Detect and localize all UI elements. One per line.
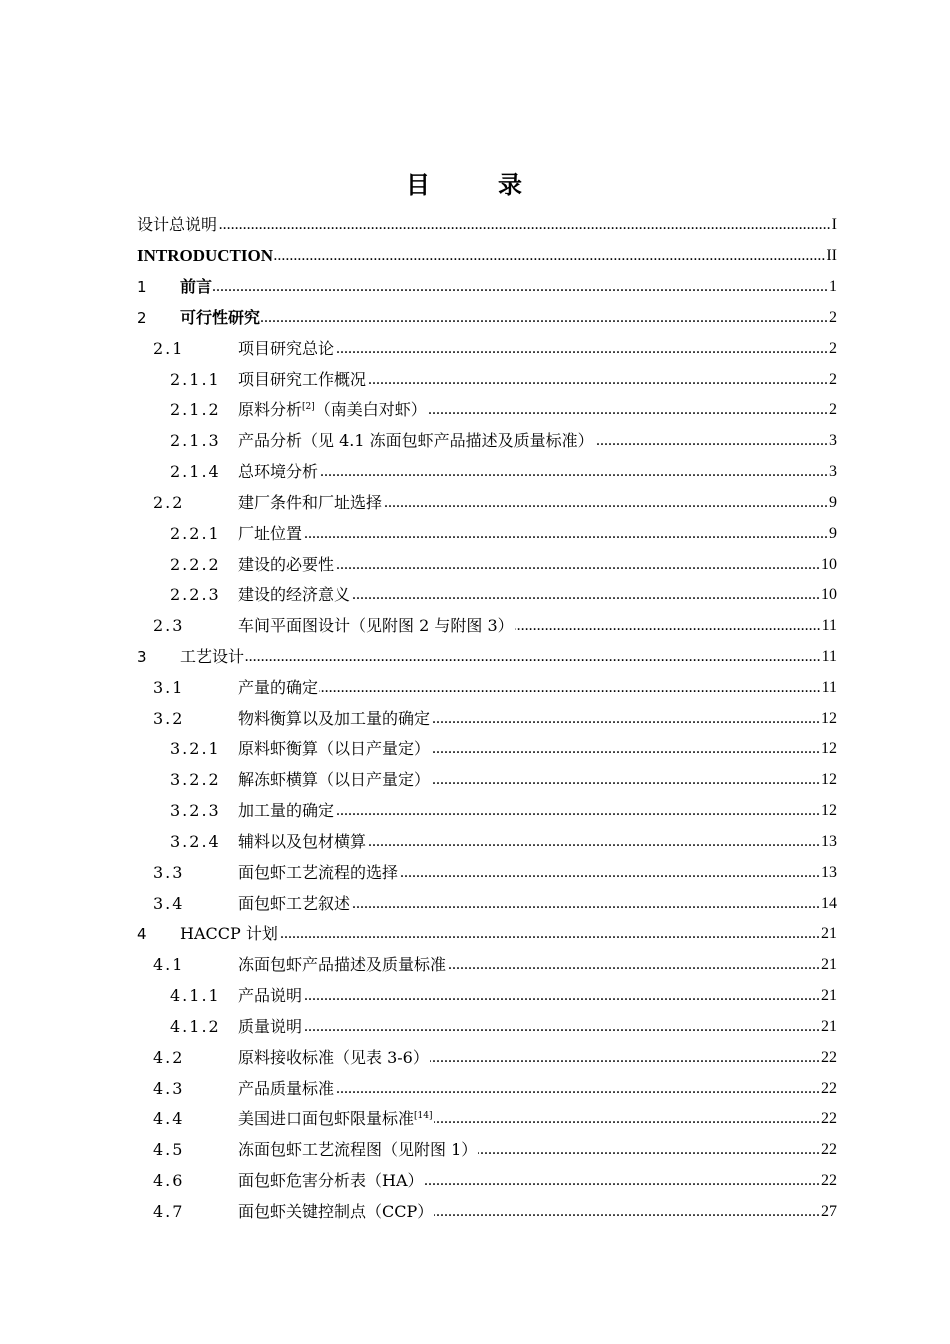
toc-entry-page-number: 21 <box>821 956 837 974</box>
dot-leader <box>595 431 828 451</box>
citation-superscript: [14] <box>414 1111 433 1122</box>
toc-entry-label: 冻面包虾工艺流程图（见附图 1） <box>238 1140 478 1160</box>
toc-entry-page-number: 3 <box>829 432 837 450</box>
toc-entry-number: 3.2 <box>153 708 185 728</box>
toc-entry-number: 3.2.3 <box>170 801 221 821</box>
toc-entry-page-number: 3 <box>829 463 837 481</box>
toc-entry[interactable] <box>137 333 837 364</box>
toc-entry-label: 物料衡算以及加工量的确定 <box>238 708 431 728</box>
dot-leader <box>430 1048 820 1068</box>
toc-entry-label: 原料虾衡算（以日产量定） <box>238 739 431 759</box>
toc-entry-label: 质量说明 <box>238 1016 303 1036</box>
toc-entry-label: 产品说明 <box>238 986 303 1006</box>
toc-entry[interactable] <box>137 734 837 765</box>
toc-entry-page-number: II <box>826 247 837 265</box>
toc-entry-label: HACCP 计划 <box>180 924 278 944</box>
toc-entry-number: 2.1.3 <box>170 431 221 451</box>
toc-entry-label: 美国进口面包虾限量标准[14] <box>238 1109 433 1129</box>
toc-entry-label: 面包虾危害分析表（HA） <box>238 1171 424 1191</box>
dot-leader <box>218 215 831 235</box>
toc-entry-number: 4.7 <box>153 1201 185 1221</box>
toc-entry[interactable] <box>137 1197 837 1228</box>
toc-entry-page-number: 12 <box>821 771 837 789</box>
toc-entry-page-number: 12 <box>821 802 837 820</box>
toc-entry-page-number: 22 <box>821 1141 837 1159</box>
toc-entry-page-number: 21 <box>821 987 837 1005</box>
dot-leader <box>351 585 820 605</box>
toc-entry-page-number: 12 <box>821 709 837 727</box>
toc-entry-label: 面包虾工艺叙述 <box>238 893 351 913</box>
dot-leader <box>425 1171 820 1191</box>
toc-entry-page-number: 9 <box>829 493 837 511</box>
toc-entry-number: 2.1.4 <box>170 462 221 482</box>
toc-entry[interactable] <box>137 796 837 827</box>
toc-entry-label: 项目研究工作概况 <box>238 369 367 389</box>
toc-entry-page-number: 2 <box>829 401 837 419</box>
toc-title: 目 录 <box>406 171 544 199</box>
dot-leader <box>303 524 828 544</box>
toc-entry-number: 3.2.2 <box>170 770 221 790</box>
toc-entry-page-number: 13 <box>821 863 837 881</box>
dot-leader <box>319 678 821 698</box>
dot-leader <box>335 339 828 359</box>
toc-entry[interactable] <box>137 981 837 1012</box>
toc-entry[interactable] <box>137 1135 837 1166</box>
toc-entry-number: 4.1.1 <box>170 986 221 1006</box>
toc-entry-page-number: 13 <box>821 832 837 850</box>
toc-entry-number: 4.3 <box>153 1078 185 1098</box>
toc-entry-label: 建设的经济意义 <box>238 585 351 605</box>
dot-leader <box>383 493 828 513</box>
toc-entry[interactable] <box>137 672 837 703</box>
toc-entry-page-number: 10 <box>821 586 837 604</box>
toc-entry-number: 1 <box>137 278 147 297</box>
dot-leader <box>447 955 820 975</box>
toc-entry[interactable] <box>137 950 837 981</box>
toc-entry-number: 3.1 <box>153 677 185 697</box>
toc-entry-label: INTRODUCTION <box>137 246 274 266</box>
toc-entry-label-suffix: （南美白对虾） <box>314 400 427 420</box>
toc-entry-number: 2 <box>137 308 147 327</box>
toc-entry-label: 面包虾工艺流程的选择 <box>238 862 399 882</box>
dot-leader <box>261 308 828 328</box>
toc-entry[interactable] <box>137 1012 837 1043</box>
toc-entry[interactable] <box>137 1073 837 1104</box>
toc-entry-label: 设计总说明 <box>137 215 218 235</box>
toc-entry-label: 建厂条件和厂址选择 <box>238 492 383 512</box>
toc-entry-page-number: 10 <box>821 555 837 573</box>
toc-entry-page-number: 11 <box>821 678 837 696</box>
dot-leader <box>399 863 820 883</box>
toc-entry[interactable] <box>137 518 837 549</box>
toc-entry-label: 面包虾关键控制点（CCP） <box>238 1201 434 1221</box>
toc-entry-number: 2.2.1 <box>170 523 221 543</box>
toc-entry-page-number: 11 <box>821 617 837 635</box>
toc-entry-number: 4.1.2 <box>170 1016 221 1036</box>
toc-entry-label: 可行性研究 <box>180 307 261 327</box>
toc-entry-number: 3.2.4 <box>170 831 221 851</box>
toc-entry[interactable] <box>137 765 837 796</box>
toc-entry[interactable] <box>137 580 837 611</box>
toc-entry-number: 2.2.3 <box>170 585 221 605</box>
toc-entry[interactable] <box>137 487 837 518</box>
toc-entry-number: 4.1 <box>153 955 185 975</box>
dot-leader <box>335 801 820 821</box>
toc-entry[interactable] <box>137 549 837 580</box>
toc-entry-number: 4.4 <box>153 1109 185 1129</box>
dot-leader <box>303 986 820 1006</box>
toc-entry[interactable] <box>137 457 837 488</box>
toc-entry-number: 4 <box>137 925 147 944</box>
dot-leader <box>245 647 821 667</box>
toc-entry-number: 2.2.2 <box>170 554 221 574</box>
toc-entry-label: 总环境分析 <box>238 462 319 482</box>
toc-entry-page-number: 9 <box>829 524 837 542</box>
toc-entry-label: 车间平面图设计（见附图 2 与附图 3） <box>238 616 514 636</box>
dot-leader <box>431 739 820 759</box>
toc-entry-label: 原料分析[2]（南美白对虾） <box>238 400 427 420</box>
toc-entry-number: 2.1.2 <box>170 400 221 420</box>
dot-leader <box>434 1202 820 1222</box>
dot-leader <box>431 709 820 729</box>
toc-entry-page-number: 2 <box>829 339 837 357</box>
dot-leader <box>279 924 820 944</box>
toc-entry-number: 4.6 <box>153 1171 185 1191</box>
dot-leader <box>303 1017 820 1037</box>
toc-entry-label: 厂址位置 <box>238 523 303 543</box>
toc-entry-label: 项目研究总论 <box>238 338 335 358</box>
toc-entry-label: 原料接收标准（见表 3-6） <box>238 1047 429 1067</box>
toc-entry-page-number: 22 <box>821 1048 837 1066</box>
toc-entry-number: 4.2 <box>153 1047 185 1067</box>
toc-entry-page-number: 2 <box>829 308 837 326</box>
toc-entry-page-number: 2 <box>829 370 837 388</box>
dot-leader <box>367 832 820 852</box>
toc-entry-number: 3.2.1 <box>170 739 221 759</box>
toc-entry-number: 2.1.1 <box>170 369 221 389</box>
toc-entry-page-number: 14 <box>821 894 837 912</box>
toc-entry[interactable] <box>137 364 837 395</box>
toc-entry[interactable] <box>137 642 837 673</box>
toc-entry-number: 3 <box>137 648 147 666</box>
dot-leader <box>428 400 828 420</box>
toc-entry[interactable] <box>137 703 837 734</box>
toc-entry[interactable] <box>137 272 837 303</box>
toc-entry-page-number: 21 <box>821 925 837 943</box>
toc-entry-label: 工艺设计 <box>180 647 245 666</box>
dot-leader <box>367 370 828 390</box>
toc-entry-number: 2.2 <box>153 492 185 512</box>
toc-entry-page-number: I <box>831 216 837 234</box>
toc-entry[interactable] <box>137 1042 837 1073</box>
toc-entry-page-number: 1 <box>829 278 837 296</box>
toc-entry-page-number: 22 <box>821 1172 837 1190</box>
toc-entry[interactable] <box>137 888 837 919</box>
toc-entry[interactable] <box>137 426 837 457</box>
toc-entry-number: 3.4 <box>153 893 185 913</box>
table-of-contents <box>137 210 837 1227</box>
dot-leader <box>335 1079 820 1099</box>
dot-leader <box>431 770 820 790</box>
toc-entry-page-number: 27 <box>821 1202 837 1220</box>
toc-entry-page-number: 12 <box>821 740 837 758</box>
toc-entry-label: 冻面包虾产品描述及质量标准 <box>238 955 447 975</box>
dot-leader <box>434 1109 821 1129</box>
toc-entry[interactable] <box>137 302 837 333</box>
toc-entry-page-number: 22 <box>821 1110 837 1128</box>
citation-superscript: [2] <box>302 402 315 413</box>
toc-entry[interactable] <box>137 611 837 642</box>
toc-entry[interactable] <box>137 919 837 950</box>
toc-entry-page-number: 21 <box>821 1017 837 1035</box>
toc-entry-number: 2.3 <box>153 616 185 636</box>
dot-leader <box>515 616 821 636</box>
toc-entry[interactable] <box>137 241 837 272</box>
toc-entry[interactable] <box>137 857 837 888</box>
toc-entry-label: 前言 <box>180 277 213 297</box>
dot-leader <box>335 555 820 575</box>
toc-entry-number: 3.3 <box>153 862 185 882</box>
dot-leader <box>274 246 825 266</box>
dot-leader <box>213 277 828 297</box>
toc-entry-label: 解冻虾横算（以日产量定） <box>238 770 431 790</box>
toc-entry-number: 2.1 <box>153 338 185 358</box>
toc-entry-label: 加工量的确定 <box>238 801 335 821</box>
toc-entry[interactable] <box>137 210 837 241</box>
toc-entry[interactable] <box>137 1104 837 1135</box>
toc-entry-label: 建设的必要性 <box>238 554 335 574</box>
dot-leader <box>478 1140 820 1160</box>
toc-entry[interactable] <box>137 1166 837 1197</box>
toc-entry-label: 产量的确定 <box>238 677 319 697</box>
toc-entry-label: 辅料以及包材横算 <box>238 831 367 851</box>
toc-entry-page-number: 22 <box>821 1079 837 1097</box>
toc-entry-number: 4.5 <box>153 1140 185 1160</box>
toc-entry-label: 产品质量标准 <box>238 1078 335 1098</box>
dot-leader <box>319 462 828 482</box>
dot-leader <box>351 894 820 914</box>
toc-entry-label: 产品分析（见 4.1 冻面包虾产品描述及质量标准） <box>238 431 594 451</box>
toc-entry[interactable] <box>137 827 837 858</box>
toc-entry-page-number: 11 <box>821 648 837 665</box>
toc-entry[interactable] <box>137 395 837 426</box>
